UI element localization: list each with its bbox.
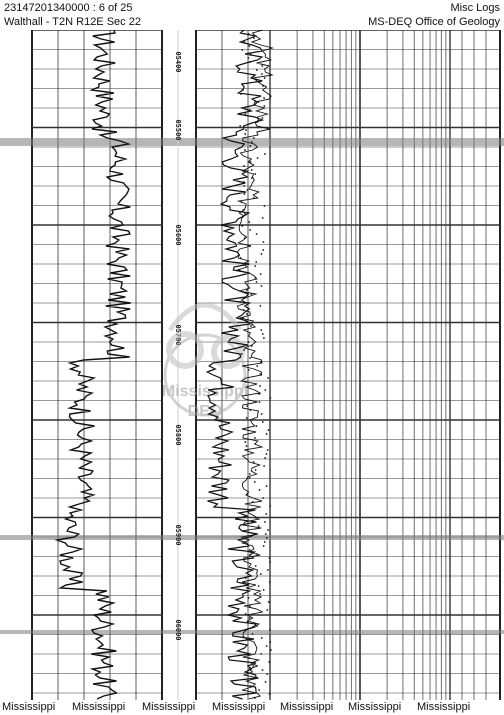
curve-dot (269, 505, 271, 507)
curve-dot (253, 137, 255, 139)
curve-dot (266, 645, 268, 647)
curve-dot (261, 285, 263, 287)
curve-dot (245, 441, 247, 443)
curve-dot (255, 277, 257, 279)
curve-dot (243, 165, 245, 167)
curve-dot (266, 453, 268, 455)
curve-dot (260, 573, 262, 575)
curve-dot (248, 369, 250, 371)
curve-dot (268, 661, 270, 663)
curve-dot (250, 53, 252, 55)
curve-dot (259, 81, 261, 83)
curve-dot (253, 197, 255, 199)
curve-dot (258, 393, 260, 395)
curve-dot (254, 697, 256, 699)
issuing-office: MS-DEQ Office of Geology (368, 16, 500, 28)
curve-dot (257, 121, 259, 123)
well-log-scan (0, 30, 504, 700)
curve-dot (267, 449, 269, 451)
curve-dot (244, 149, 246, 151)
curve-dot (269, 629, 271, 631)
curve-dot (251, 141, 253, 143)
curve-dot (261, 73, 263, 75)
curve-dot (254, 481, 256, 483)
curve-dot (266, 673, 268, 675)
curve-dot (253, 37, 255, 39)
curve-dot (243, 181, 245, 183)
curve-dot (258, 585, 260, 587)
curve-dot (266, 537, 268, 539)
curve-dot (266, 433, 268, 435)
curve-dot (255, 517, 257, 519)
curve-dot (241, 49, 243, 51)
curve-dot (248, 45, 250, 47)
curve-dot (256, 69, 258, 71)
curve-dot (245, 613, 247, 615)
curve-dot (262, 421, 264, 423)
curve-dot (252, 665, 254, 667)
curve-dot (247, 189, 249, 191)
curve-dot (239, 301, 241, 303)
curve-dot (245, 577, 247, 579)
curve-dot (257, 101, 259, 103)
curve-dot (259, 401, 261, 403)
curve-dot (262, 249, 264, 251)
curve-dot (259, 593, 261, 595)
curve-dot (258, 525, 260, 527)
curve-dot (246, 289, 248, 291)
curve-dot (266, 485, 268, 487)
curve-dot (250, 293, 252, 295)
curve-dot (254, 437, 256, 439)
depth-label: 05900 (174, 524, 182, 546)
curve-dot (265, 533, 267, 535)
depth-label: 06000 (174, 619, 182, 641)
curve-dot (245, 321, 247, 323)
curve-dot (252, 501, 254, 503)
curve-dot (267, 377, 269, 379)
curve-dot (241, 201, 243, 203)
curve-dot (259, 385, 261, 387)
curve-dot (253, 461, 255, 463)
watermark-text-1: Mississippi (161, 383, 249, 400)
footer-label: Mississippi (280, 701, 334, 713)
curve-dot (249, 685, 251, 687)
depth-label: 05700 (174, 324, 182, 346)
curve-dot (262, 333, 264, 335)
curve-dot (255, 565, 257, 567)
curve-dot (249, 549, 251, 551)
curve-dot (248, 341, 250, 343)
curve-dot (244, 133, 246, 135)
curve-dot (260, 273, 262, 275)
curve-dot (261, 637, 263, 639)
footer-strip (0, 700, 504, 714)
curve-dot (257, 157, 259, 159)
curve-dot (250, 145, 252, 147)
curve-dot (246, 313, 248, 315)
curve-dot (239, 125, 241, 127)
curve-dot (256, 553, 258, 555)
curve-dot (246, 405, 248, 407)
curve-dot (256, 425, 258, 427)
curve-dot (246, 445, 248, 447)
curve-dot (251, 169, 253, 171)
curve-dot (254, 265, 256, 267)
curve-dot (250, 509, 252, 511)
curve-dot (255, 261, 257, 263)
curve-dot (265, 681, 267, 683)
curve-dot (256, 365, 258, 367)
curve-dot (249, 357, 251, 359)
curve-dot (269, 561, 271, 563)
curve-dot (261, 253, 263, 255)
footer-label: Mississippi (212, 701, 266, 713)
curve-dot (244, 237, 246, 239)
curve-dot (268, 429, 270, 431)
depth-label: 05800 (174, 424, 182, 446)
curve-dot (244, 193, 246, 195)
curve-dot (261, 65, 263, 67)
footer-label: Mississippi (142, 701, 196, 713)
curve-dot (264, 77, 266, 79)
curve-dot (249, 245, 251, 247)
curve-dot (250, 325, 252, 327)
curve-dot (262, 497, 264, 499)
curve-dot (264, 457, 266, 459)
curve-dot (240, 93, 242, 95)
curve-dot (263, 241, 265, 243)
curve-dot (238, 269, 240, 271)
curve-dot (243, 309, 245, 311)
curve-dot (265, 513, 267, 515)
curve-dot (263, 589, 265, 591)
curve-dot (242, 209, 244, 211)
curve-dot (241, 353, 243, 355)
curve-dot (269, 693, 271, 695)
curve-dot (262, 117, 264, 119)
curve-dot (240, 257, 242, 259)
curve-dot (267, 569, 269, 571)
curve-dot (256, 625, 258, 627)
curve-dot (264, 153, 266, 155)
footer-label: Mississippi (417, 701, 471, 713)
curve-dot (264, 389, 266, 391)
curve-dot (264, 541, 266, 543)
curve-dot (248, 57, 250, 59)
curve-dot (249, 229, 251, 231)
curve-dot (264, 521, 266, 523)
curve-dot (270, 397, 272, 399)
footer-label: Mississippi (2, 701, 56, 713)
curve-dot (244, 213, 246, 215)
curve-dot (241, 225, 243, 227)
curve-dot (241, 89, 243, 91)
curve-dot (247, 621, 249, 623)
curve-dot (249, 477, 251, 479)
curve-dot (259, 489, 261, 491)
curve-dot (261, 413, 263, 415)
curve-dot (263, 545, 265, 547)
curve-dot (262, 217, 264, 219)
curve-dot (251, 345, 253, 347)
curve-dot (250, 161, 252, 163)
depth-label: 05500 (174, 119, 182, 141)
curve-dot (249, 605, 251, 607)
curve-dot (262, 669, 264, 671)
curve-dot (260, 373, 262, 375)
curve-dot (249, 617, 251, 619)
curve-dot (248, 221, 250, 223)
well-location: Walthall - T2N R12E Sec 22 (4, 16, 141, 28)
curve-dot (245, 381, 247, 383)
footer-label: Mississippi (348, 701, 402, 713)
document-type: Misc Logs (450, 2, 500, 14)
curve-dot (243, 185, 245, 187)
curve-dot (258, 689, 260, 691)
curve-dot (242, 317, 244, 319)
curve-dot (270, 649, 272, 651)
curve-dot (269, 641, 271, 643)
curve-dot (249, 473, 251, 475)
curve-dot (269, 581, 271, 583)
footer-label: Mississippi (72, 701, 126, 713)
watermark-text-2: DEQ (187, 403, 223, 420)
curve-dot (249, 61, 251, 63)
curve-dot (260, 653, 262, 655)
curve-dot (263, 105, 265, 107)
well-id-page-counter: 23147201340000 : 6 of 25 (4, 2, 133, 14)
curve-dot (269, 557, 271, 559)
curve-dot (248, 597, 250, 599)
curve-dot (252, 633, 254, 635)
curve-dot (263, 465, 265, 467)
curve-dot (254, 173, 256, 175)
curve-dot (244, 113, 246, 115)
curve-dot (257, 677, 259, 679)
curve-dot (262, 85, 264, 87)
curve-dot (248, 657, 250, 659)
curve-dot (248, 33, 250, 35)
curve-dot (268, 601, 270, 603)
curve-dot (260, 329, 262, 331)
depth-label: 05400 (174, 51, 182, 73)
curve-dot (260, 305, 262, 307)
curve-dot (267, 529, 269, 531)
curve-dot (264, 205, 266, 207)
curve-dot (263, 337, 265, 339)
curve-dot (263, 97, 265, 99)
curve-dot (256, 233, 258, 235)
curve-dot (246, 417, 248, 419)
curve-dot (243, 41, 245, 43)
depth-label: 05600 (174, 224, 182, 246)
curve-dot (249, 109, 251, 111)
curve-dot (250, 409, 252, 411)
curve-dot (246, 493, 248, 495)
curve-dot (245, 129, 247, 131)
curve-dot (266, 609, 268, 611)
curve-dot (251, 177, 253, 179)
curve-dot (255, 469, 257, 471)
curve-dot (243, 349, 245, 351)
curve-dot (256, 281, 258, 283)
curve-dot (260, 361, 262, 363)
curve-dot (243, 297, 245, 299)
